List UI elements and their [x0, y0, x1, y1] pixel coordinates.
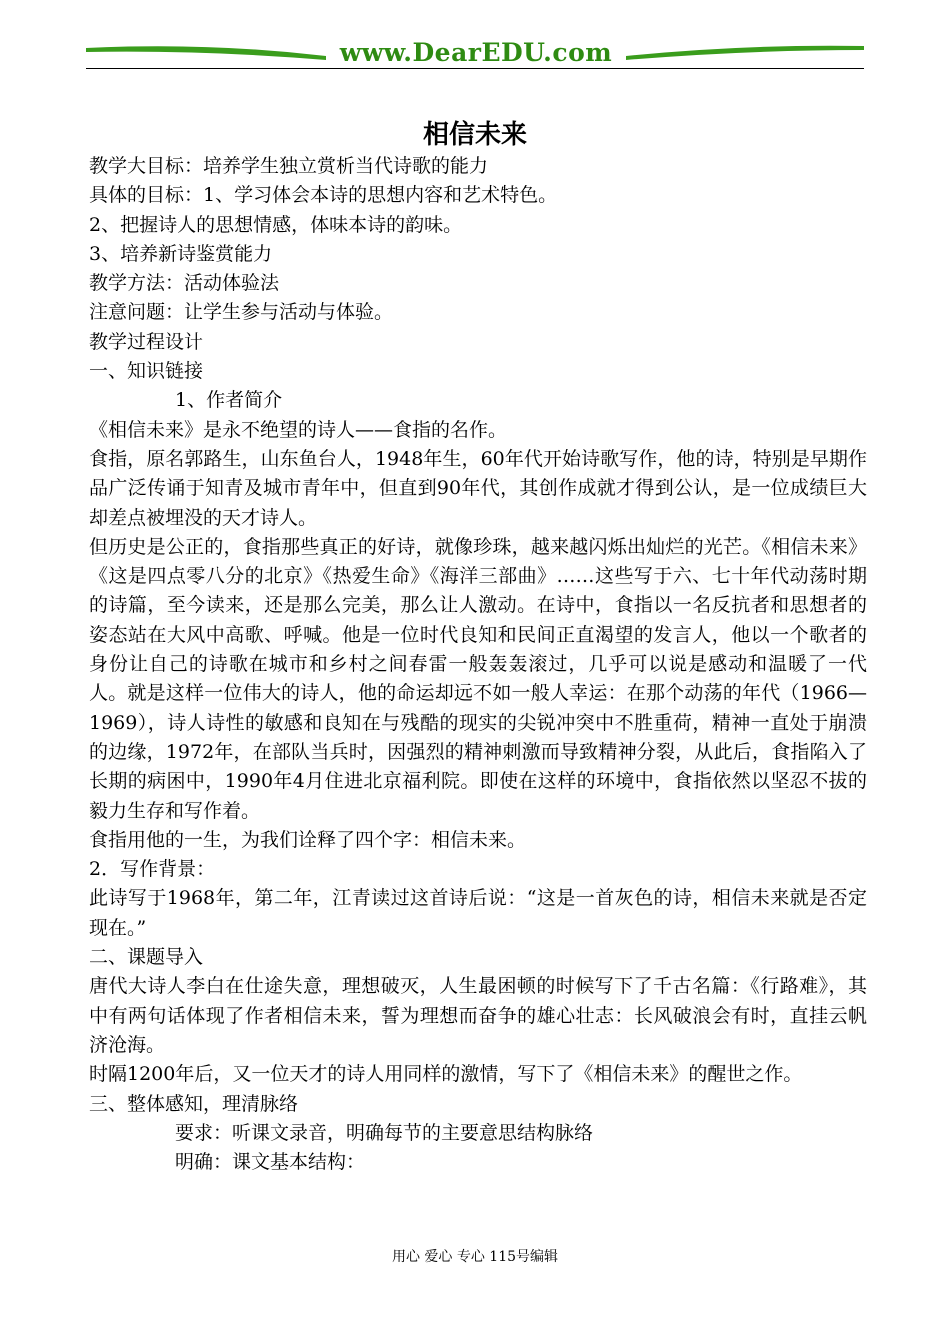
- paragraph: 2、把握诗人的思想情感，体味本诗的韵味。: [89, 213, 463, 236]
- paragraph: 食指，原名郭路生，山东鱼台人，1948年生，60年代开始诗歌写作，他的诗，特别是早期作品广泛传诵于知青及城市青年中，但直到90年代，其创作成就才得到公认，是一位成绩巨大却差点被埋没的天才诗人。: [89, 447, 867, 529]
- paragraph: 唐代大诗人李白在仕途失意，理想破灭，人生最困顿的时候写下了千古名篇：《行路难》，其中有两句话体现了作者相信未来，誓为理想而奋争的雄心壮志：长风破浪会有时，直挂云帆济沧海。: [89, 975, 867, 1056]
- header-divider: [86, 68, 864, 69]
- paragraph: 三、整体感知，理清脉络: [89, 1092, 299, 1115]
- paragraph: 3、培养新诗鉴赏能力: [89, 242, 273, 265]
- document-body: [89, 152, 867, 1177]
- paragraph: 注意问题：让学生参与活动与体验。: [89, 301, 394, 324]
- paragraph: 明确：课文基本结构：: [175, 1151, 366, 1174]
- paragraph: 二、课题导入: [89, 946, 204, 969]
- paragraph: 教学过程设计: [89, 330, 204, 353]
- page-footer: 用心 爱心 专心 115号编辑: [391, 1249, 559, 1265]
- paragraph: 1、作者简介: [175, 389, 283, 412]
- paragraph: 时隔1200年后，又一位天才的诗人用同样的激情，写下了《相信未来》的醒世之作。: [89, 1063, 803, 1086]
- document-title: 相信未来: [422, 120, 527, 150]
- paragraph: 具体的目标：1、学习体会本诗的思想内容和艺术特色。: [89, 184, 558, 207]
- site-brand[interactable]: www.DearEDU.com: [339, 38, 613, 67]
- paragraph: 2．写作背景：: [89, 858, 216, 881]
- paragraph: 《相信未来》是永不绝望的诗人——食指的名作。: [89, 418, 508, 441]
- paragraph: 但历史是公正的，食指那些真正的好诗，就像珍珠，越来越闪烁出灿烂的光芒。《相信未来》《这是四点零八分的北京》《热爱生命》《海洋三部曲》……这些写于六、七十年代动荡时期的诗篇，至今读来，还是那么完美，那么让人激动。在诗中，食指以一名反抗者和思想者的姿态站在大风中高歌、呼喊。他是一位时代良知和民间正直渴望的发言人，他以一个歌者的身份让自己的诗歌在城市和乡村之间春雷一般轰轰滚过，几乎可以说是感动和温暖了一代人。就是这样一位伟大的诗人，他的命运却远不如一般人幸运：在那个动荡的年代（1966—1969），诗人诗性的敏感和良知在与残酷的现实的尖锐冲突中不胜重荷，精神一直处于崩溃的边缘，1972年，在部队当兵时，因强烈的精神刺激而导致精神分裂，从此后，食指陷入了长期的病困中，1990年4月住进北京福利院。即使在这样的环境中，食指依然以坚忍不拔的毅力生存和写作着。: [89, 535, 867, 822]
- paragraph: 食指用他的一生，为我们诠释了四个字：相信未来。: [89, 828, 527, 851]
- paragraph: 一、知识链接: [89, 360, 204, 383]
- paragraph: 此诗写于1968年，第二年，江青读过这首诗后说：“这是一首灰色的诗，相信未来就是否定现在。”: [89, 887, 867, 939]
- paragraph: 教学大目标：培养学生独立赏析当代诗歌的能力: [89, 155, 489, 177]
- paragraph: 要求：听课文录音，明确每节的主要意思结构脉络: [175, 1121, 594, 1144]
- paragraph: 教学方法：活动体验法: [89, 272, 280, 295]
